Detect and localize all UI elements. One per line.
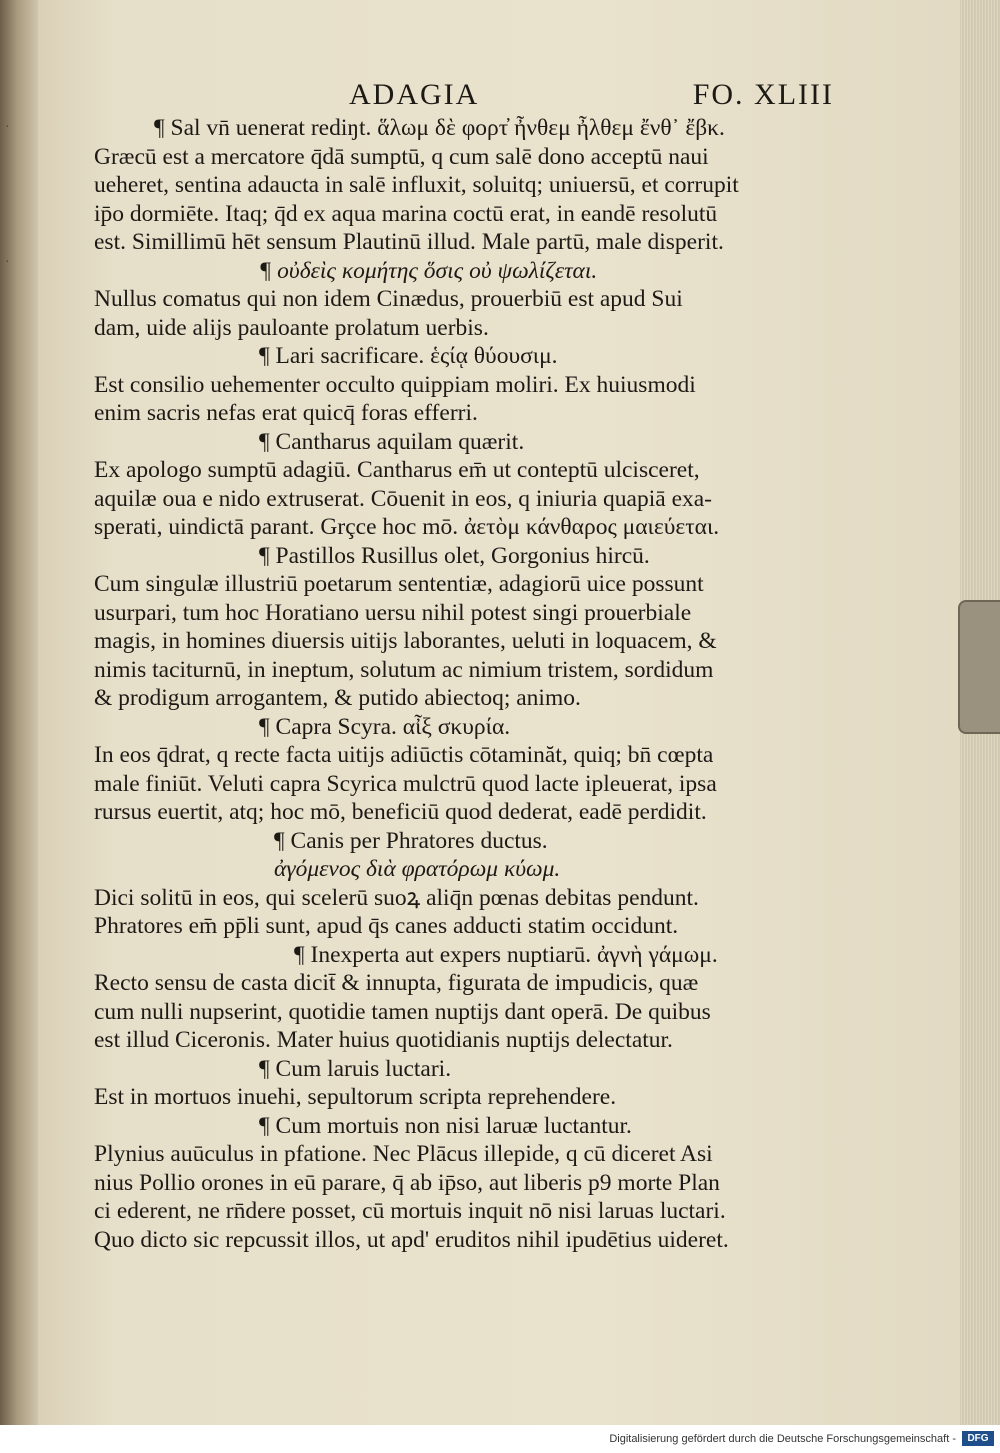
margin-mark: · [5, 255, 10, 270]
text-line: rursus euertit, atq; hoc mō, beneficiū quod dederat, eadē perdidit. [94, 799, 707, 825]
adage-heading: ¶ Inexperta aut expers nuptiarū. ἀγνὴ γάμωμ. [294, 941, 718, 968]
text-line: male finiūt. Veluti capra Scyrica mulctrū quod lacte ipleuerat, ipsa [94, 770, 717, 797]
adage-heading: ¶ Cum mortuis non nisi laruæ luctantur. [259, 1112, 632, 1139]
running-title: ADAGIA [349, 78, 480, 111]
text-line: nius Pollio orones in eū parare, q̄ ab ip̄so, aut liberis p9 morte Plan [94, 1169, 720, 1196]
text-line: Recto sensu de casta dicit̄ & innupta, figurata de impudicis, quæ [94, 970, 699, 996]
text-line: est. Simillimū hēt sensum Plautinū illud. Male partū, male disperit. [94, 229, 724, 255]
text-line: Quo dicto sic repcussit illos, ut apd' eruditos nihil ipudētius uideret. [94, 1226, 729, 1253]
text-line: cum nulli nupserint, quotidie tamen nuptijs dant operā. De quibus [94, 998, 711, 1025]
text-line: est illud Ciceronis. Mater huius quotidianis nuptijs delectatur. [94, 1027, 673, 1053]
text-line: aquilæ oua e nido extruserat. Cōuenit in eos, q iniuria quapiā exa- [94, 485, 713, 512]
text-line: magis, in homines diuersis uitijs laborantes, ueluti in loquacem, & [94, 628, 717, 654]
funding-credit: Digitalisierung gefördert durch die Deutsche Forschungsgemeinschaft - [609, 1433, 956, 1445]
text-line: Græcū est a mercatore q̄dā sumptū, q cum salē dono acceptū naui [94, 143, 709, 170]
text-line: Ex apologo sumptū adagiū. Cantharus em̄ ut conteptū ulcisceret, [94, 457, 700, 483]
book-clasp [958, 600, 1000, 734]
text-line: nimis taciturnū, in ineptum, solutum ac nimium tristem, sordidum [94, 656, 714, 683]
text-line: Dici solitū in eos, qui scelerū suoꝝ aliq̄n pœnas debitas pendunt. [94, 884, 699, 911]
adage-heading: ¶ οὐδεὶς κομήτης ὅσις οὐ ψωλίζεται. [259, 257, 598, 284]
text-line: Nullus comatus qui non idem Cinædus, prouerbiū est apud Sui [94, 286, 683, 312]
text-line: sperati, uindictā parant. Grçce hoc mō. ἀετὸμ κάνθαρος μαιεύεται. [94, 514, 720, 540]
adage-heading: ¶ Cum laruis luctari. [259, 1055, 452, 1082]
text-line: Cum singulæ illustriū poetarum sententiæ, adagiorū uice possunt [94, 571, 704, 597]
adage-heading: ¶ Lari sacrificare. ἑςίᾳ θύουσιμ. [259, 343, 558, 369]
digitization-footer [0, 1425, 1000, 1453]
text-line: usurpari, tum hoc Horatiano uersu nihil potest singi prouerbiale [94, 599, 692, 626]
text-block [94, 78, 834, 1254]
folio-number: FO. XLIII [692, 78, 834, 111]
page-header [94, 78, 834, 114]
text-line: enim sacris nefas erat quicq̄ foras efferri. [94, 400, 478, 426]
text-line: ueheret, sentina adaucta in salē influxit, soluitq; uniuersū, et corrupit [94, 172, 739, 198]
text-line: Est consilio uehementer occulto quippiam moliri. Ex huiusmodi [94, 371, 696, 398]
book-spine [0, 0, 38, 1453]
text-line: Est in mortuos inuehi, sepultorum scripta reprehendere. [94, 1084, 617, 1110]
adage-heading: ¶ Capra Scyra. αἶξ σκυρία. [259, 713, 511, 740]
text-line: ¶ Sal vn̄ uenerat rediŋt. ἅλωμ δὲ φορτ̓ ἦνθεμ ἦλθεμ ἔνθ᾿ ἔβκ. [154, 115, 725, 141]
text-line: Phratores em̄ pp̄li sunt, apud q̄s canes adducti statim occidunt. [94, 913, 679, 939]
text-line: dam, uide alijs pauloante prolatum uerbis. [94, 314, 489, 341]
adage-heading: ¶ Pastillos Rusillus olet, Gorgonius hircū. [259, 542, 650, 569]
text-line: Plynius auūculus in pfatione. Nec Plācus illepide, q cū diceret Asi [94, 1141, 713, 1167]
text-line: & prodigum arrogantem, & putido abiectoq; animo. [94, 685, 581, 711]
adage-heading: ¶ Cantharus aquilam quærit. [259, 428, 525, 455]
dfg-logo: DFG [962, 1431, 994, 1446]
adage-heading: ¶ Canis per Phratores ductus. [274, 827, 548, 854]
text-line: In eos q̄drat, q recte facta uitijs adiūctis cōtaminăt, quiq; bn̄ cœpta [94, 742, 714, 768]
greek-line: ἀγόμενος διὰ φρατόρωμ κύωμ. [274, 856, 561, 882]
text-line: ip̄o dormiēte. Itaq; q̄d ex aqua marina coctū erat, in eandē resolutū [94, 200, 718, 227]
margin-mark: · [5, 120, 10, 135]
text-line: ci ederent, ne rn̄dere posset, cū mortuis inquit nō nisi laruas luctari. [94, 1198, 726, 1224]
